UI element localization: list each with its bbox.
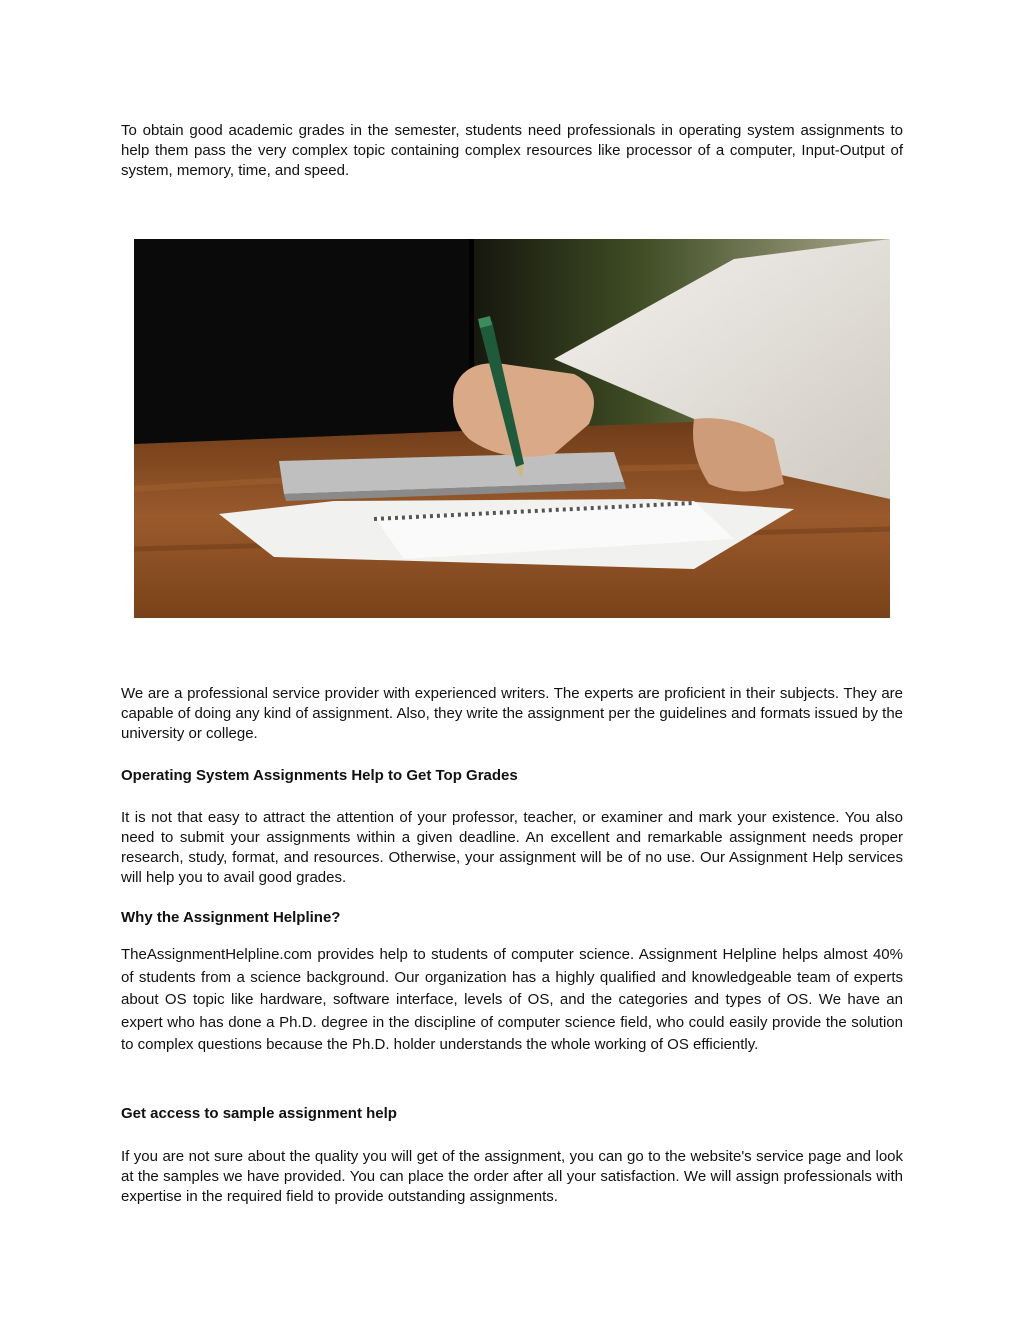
about-paragraph: We are a professional service provider with experienced writers. The experts are proficient in their subjects. They are capable of doing any kind of assignment. Also, they write the assignment per the guidelines and formats issued by the university or college.: [121, 685, 903, 742]
section-heading-sample-help: Get access to sample assignment help: [121, 1105, 397, 1122]
section-heading-top-grades: Operating System Assignments Help to Get Top Grades: [121, 767, 518, 784]
section-body-sample-help: If you are not sure about the quality you will get of the assignment, you can go to the website's service page and look at the samples we have provided. You can place the order after all your satisfaction. We will assign professionals with expertise in the required field to provide outstanding assignments.: [121, 1148, 903, 1205]
section-heading-why-helpline: Why the Assignment Helpline?: [121, 909, 341, 926]
section-body-top-grades: It is not that easy to attract the attention of your professor, teacher, or examiner and mark your existence. You also need to submit your assignments within a given deadline. An excellent and remarkable assignment needs proper research, study, format, and resources. Otherwise, your assignment will be of no use. Our Assignment Help services will help you to avail good grades.: [121, 809, 903, 886]
desk-writing-photo: [134, 239, 890, 618]
intro-paragraph: To obtain good academic grades in the semester, students need professionals in operating system assignments to help them pass the very complex topic containing complex resources like processor of a computer, Input-Output of system, memory, time, and speed.: [121, 122, 903, 179]
section-body-why-helpline: TheAssignmentHelpline.com provides help to students of computer science. Assignment Helpline helps almost 40% of students from a science background. Our organization has a highly qualified and knowledgeable team of experts about OS topic like hardware, software interface, levels of OS, and the categories and types of OS. We have an expert who has done a Ph.D. degree in the discipline of computer science field, who could easily provide the solution to complex questions because the Ph.D. holder understands the whole working of OS efficiently.: [121, 946, 903, 1053]
